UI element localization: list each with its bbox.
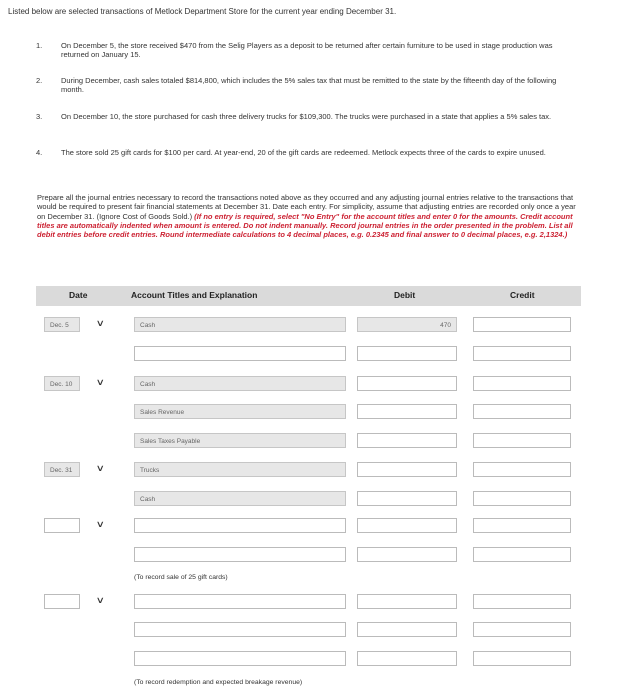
chevron-down-icon[interactable]: ∨: [95, 318, 105, 328]
debit-amount-field[interactable]: [357, 317, 457, 332]
credit-amount-field[interactable]: [473, 547, 571, 562]
chevron-down-icon[interactable]: ∨: [95, 595, 105, 605]
account-title-value: Cash: [140, 496, 156, 503]
debit-amount-field[interactable]: [357, 462, 457, 477]
debit-amount-field[interactable]: [357, 622, 457, 637]
account-title-field[interactable]: [134, 518, 346, 533]
date-value: Dec. 10: [50, 381, 73, 388]
account-title-field[interactable]: [134, 376, 346, 391]
instructions-warning: (If no entry is required, select "No Entry" for the account titles and enter 0 for the amounts. Credit account titles are automatically indented when amount is entered. Do not indent manually. Record journal entries in the order presented in the problem. List all debit entries before credit entries. Round intermediate calculations to 4 decimal places, e.g. 0.2345 and final answer to 0 decimal places, e.g. 2,1324.): [37, 211, 573, 240]
credit-amount-field[interactable]: [473, 433, 571, 448]
debit-amount-value: 470: [440, 322, 451, 329]
transaction-number: 4.: [36, 148, 43, 157]
transaction-text: On December 10, the store purchased for cash three delivery trucks for $109,300. The trucks were purchased in a state that applies a 5% sales tax.: [61, 112, 552, 121]
date-column-header: Date: [69, 290, 88, 300]
debit-amount-field[interactable]: [357, 547, 457, 562]
credit-amount-field[interactable]: [473, 518, 571, 533]
credit-amount-field[interactable]: [473, 404, 571, 419]
account-title-value: Cash: [140, 322, 156, 329]
debit-column-header: Debit: [394, 290, 416, 300]
transaction-text: The store sold 25 gift cards for $100 per card. At year-end, 20 of the gift cards are redeemed. Metlock expects three of the cards to expire unused.: [61, 148, 546, 157]
date-select[interactable]: [44, 518, 80, 533]
entry-note: (To record sale of 25 gift cards): [134, 574, 228, 581]
account-title-field[interactable]: [134, 651, 346, 666]
account-title-field[interactable]: [134, 594, 346, 609]
debit-amount-field[interactable]: [357, 346, 457, 361]
date-value: Dec. 5: [50, 322, 69, 329]
credit-amount-field[interactable]: [473, 462, 571, 477]
credit-amount-field[interactable]: [473, 651, 571, 666]
credit-amount-field[interactable]: [473, 346, 571, 361]
debit-amount-field[interactable]: [357, 491, 457, 506]
transaction-text: On December 5, the store received $470 from the Selig Players as a deposit to be returned after certain furniture to be used in stage production was returned on January 15.: [61, 41, 553, 59]
credit-amount-field[interactable]: [473, 622, 571, 637]
account-column-header: Account Titles and Explanation: [131, 290, 258, 300]
date-select[interactable]: [44, 317, 80, 332]
journal-table-header: [36, 286, 581, 306]
transaction-text: During December, cash sales totaled $814,800, which includes the 5% sales tax that must be remitted to the state by the fifteenth day of the following month.: [61, 76, 557, 94]
chevron-down-icon[interactable]: ∨: [95, 377, 105, 387]
account-title-field[interactable]: [134, 491, 346, 506]
date-select[interactable]: [44, 462, 80, 477]
problem-intro: Listed below are selected transactions of Metlock Department Store for the current year ending December 31.: [8, 7, 397, 16]
chevron-down-icon[interactable]: ∨: [95, 519, 105, 529]
account-title-value: Trucks: [140, 467, 160, 474]
account-title-field[interactable]: [134, 547, 346, 562]
debit-amount-field[interactable]: [357, 376, 457, 391]
credit-amount-field[interactable]: [473, 376, 571, 391]
instructions: [37, 193, 577, 239]
account-title-value: Sales Revenue: [140, 409, 185, 416]
date-select[interactable]: [44, 376, 80, 391]
chevron-down-icon[interactable]: ∨: [95, 463, 105, 473]
transaction-number: 2.: [36, 76, 43, 85]
account-title-field[interactable]: [134, 462, 346, 477]
instructions-text: Prepare all the journal entries necessary to record the transactions noted above as they occurred and any adjusting journal entries relative to the transactions that would be required to present fair financial statements at December 31. Date each entry. For simplicity, assume that adjusting entries are recorded only once a year on December 31. (Ignore Cost of Goods Sold.): [37, 193, 576, 221]
credit-column-header: Credit: [510, 290, 535, 300]
date-select[interactable]: [44, 594, 80, 609]
debit-amount-field[interactable]: [357, 594, 457, 609]
account-title-field[interactable]: [134, 317, 346, 332]
credit-amount-field[interactable]: [473, 594, 571, 609]
date-value: Dec. 31: [50, 467, 73, 474]
account-title-value: Cash: [140, 381, 156, 388]
account-title-field[interactable]: [134, 346, 346, 361]
account-title-field[interactable]: [134, 433, 346, 448]
account-title-field[interactable]: [134, 622, 346, 637]
transaction-number: 1.: [36, 41, 43, 50]
account-title-field[interactable]: [134, 404, 346, 419]
debit-amount-field[interactable]: [357, 433, 457, 448]
debit-amount-field[interactable]: [357, 404, 457, 419]
credit-amount-field[interactable]: [473, 317, 571, 332]
transaction-number: 3.: [36, 112, 43, 121]
entry-note: (To record redemption and expected breakage revenue): [134, 679, 303, 686]
credit-amount-field[interactable]: [473, 491, 571, 506]
debit-amount-field[interactable]: [357, 518, 457, 533]
debit-amount-field[interactable]: [357, 651, 457, 666]
account-title-value: Sales Taxes Payable: [140, 438, 201, 445]
